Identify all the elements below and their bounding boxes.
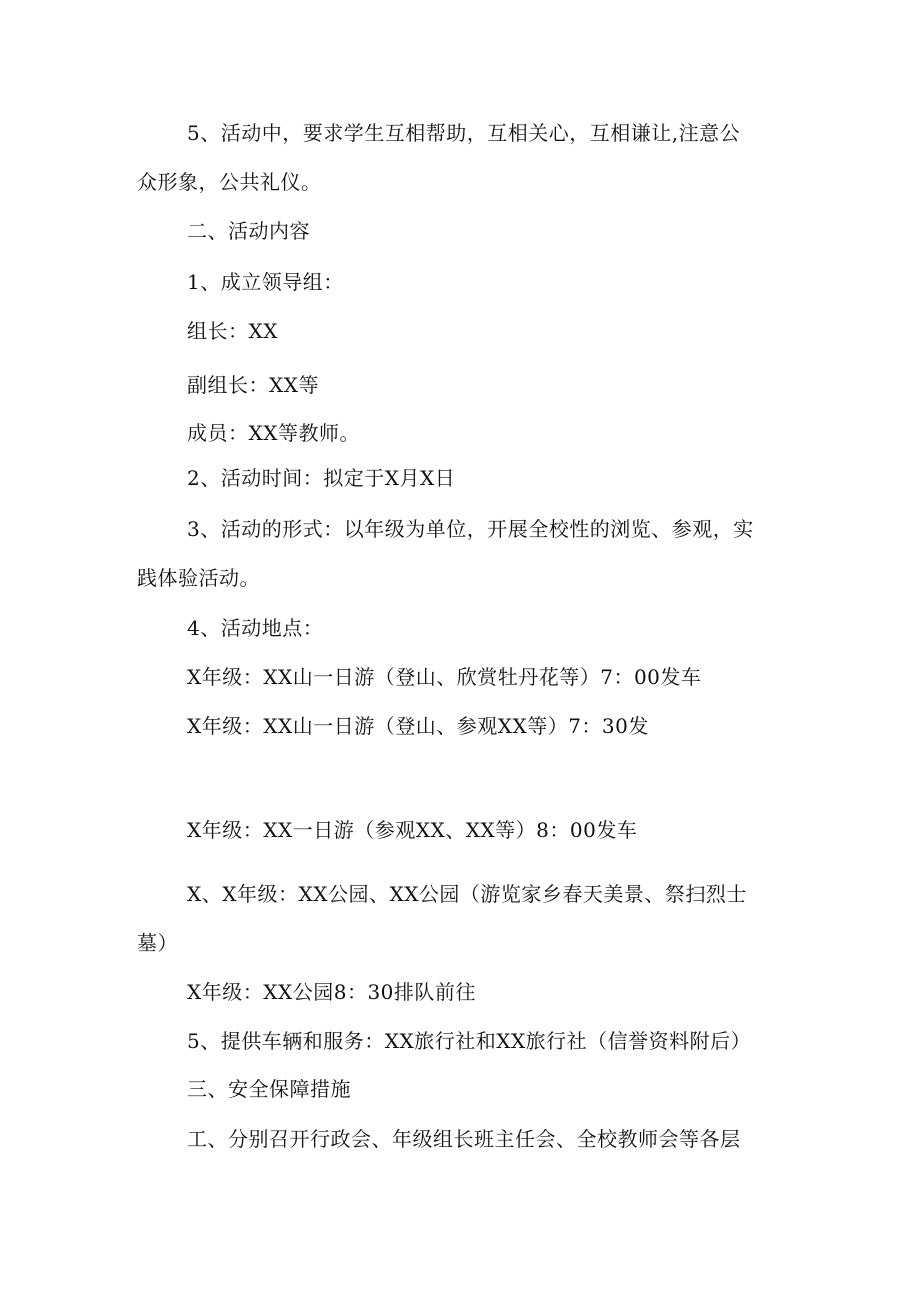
- paragraph-line: 2、活动时间：拟定于X月X日: [187, 466, 456, 490]
- paragraph-line: X年级：XX山一日游（登山、参观XX等）7：30发: [187, 714, 649, 738]
- section-heading: 二、活动内容: [187, 219, 310, 243]
- paragraph-line: 工、分别召开行政会、年级组长班主任会、全校教师会等各层: [187, 1127, 741, 1151]
- paragraph-line: 组长：XX: [187, 319, 278, 343]
- paragraph-line: 成员：XX等教师。: [187, 421, 360, 445]
- paragraph-line: 众形象，公共礼仪。: [137, 170, 322, 194]
- paragraph-line: X年级：XX一日游（参观XX、XX等）8：00发车: [187, 818, 638, 842]
- paragraph-line: 4、活动地点：: [187, 616, 324, 640]
- section-heading: 三、安全保障措施: [187, 1077, 351, 1101]
- paragraph-line: X年级：XX山一日游（登山、欣赏牡丹花等）7：00发车: [187, 665, 702, 689]
- paragraph-line: X、X年级：XX公园、XX公园（游览家乡春天美景、祭扫烈士: [187, 882, 747, 906]
- paragraph-line: 践体验活动。: [137, 566, 260, 590]
- paragraph-line: X年级：XX公园8：30排队前往: [187, 980, 476, 1004]
- paragraph-line: 墓）: [137, 931, 178, 955]
- paragraph-line: 1、成立领导组：: [187, 270, 344, 294]
- paragraph-line: 5、提供车辆和服务：XX旅行社和XX旅行社（信誉资料附后）: [187, 1029, 752, 1053]
- paragraph-line: 副组长：XX等: [187, 373, 319, 397]
- paragraph-line: 5、活动中，要求学生互相帮助，互相关心，互相谦让,注意公: [187, 121, 741, 145]
- paragraph-line: 3、活动的形式：以年级为单位，开展全校性的浏览、参观，实: [187, 517, 754, 541]
